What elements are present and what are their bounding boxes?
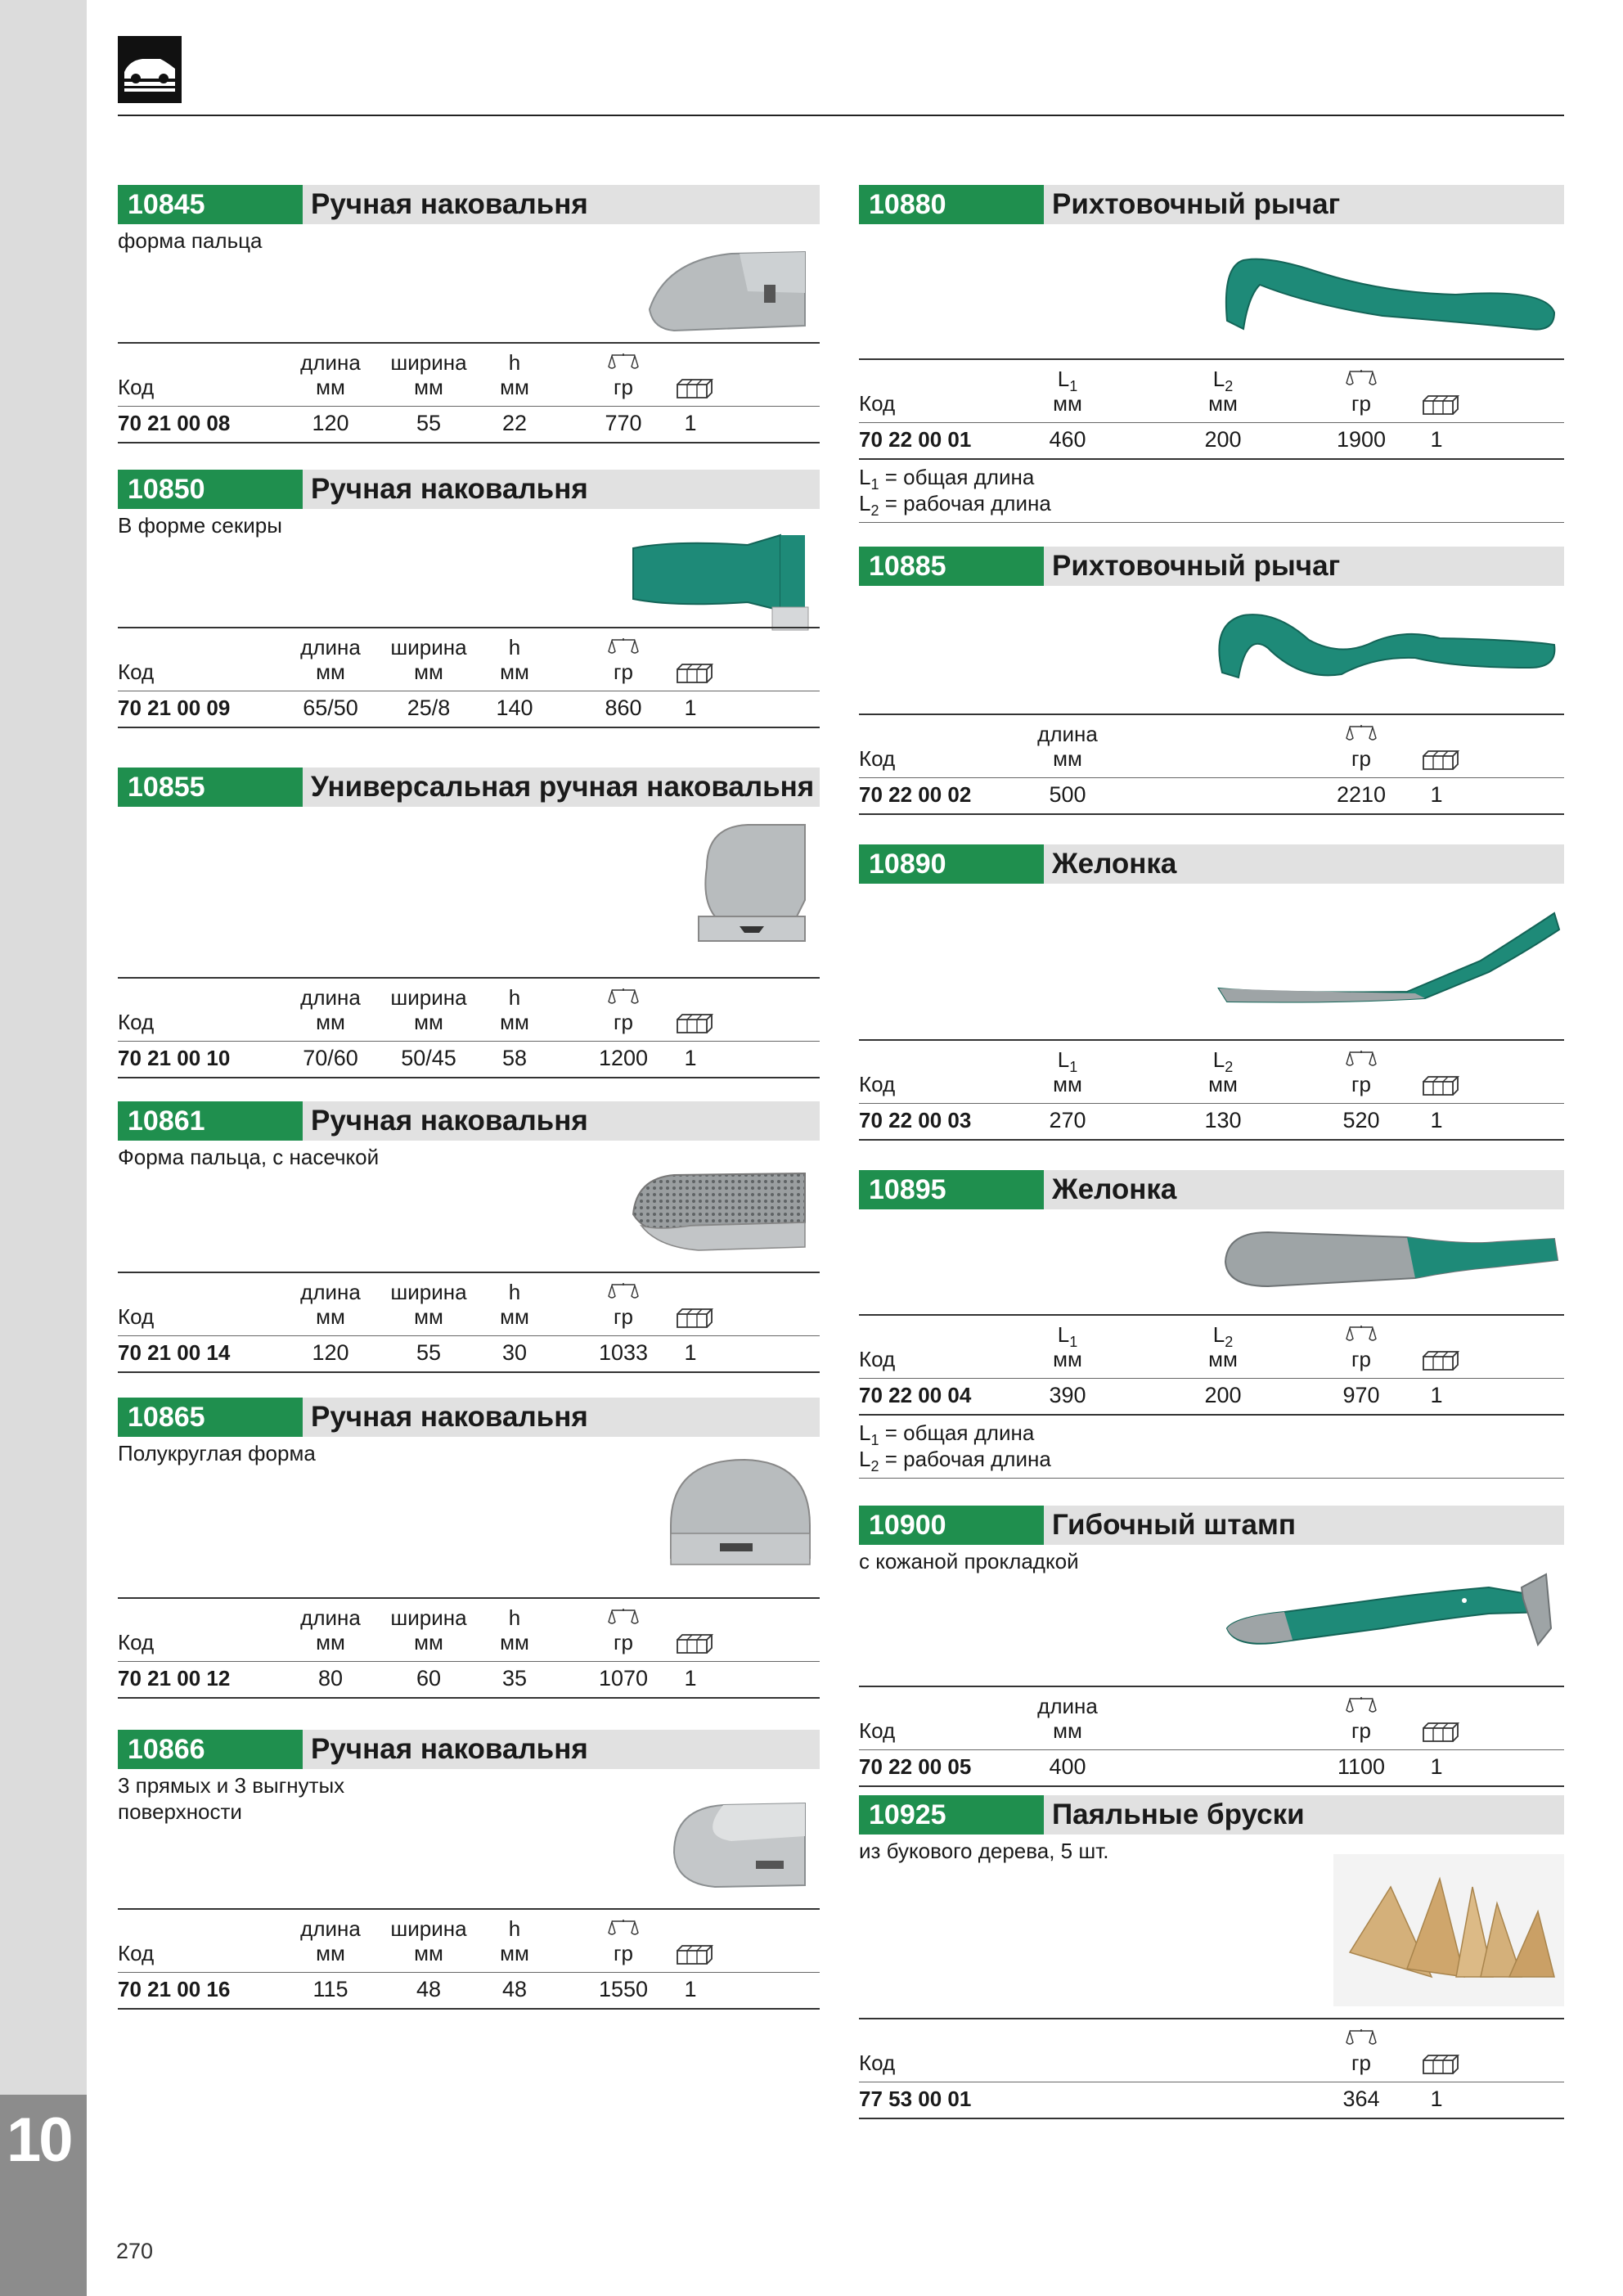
product-title: Ручная наковальня xyxy=(311,1401,588,1433)
product-code: 70 21 00 14 xyxy=(118,1340,231,1365)
value-weight: 970 xyxy=(1342,1383,1380,1407)
value-weight: 1033 xyxy=(598,1340,649,1365)
value-weight: 1070 xyxy=(598,1666,649,1690)
value-length: 400 xyxy=(1049,1754,1086,1779)
product-code: 70 22 00 02 xyxy=(859,782,972,807)
col-header-length: длина xyxy=(1037,1694,1098,1718)
col-header-l1: $L_1$ xyxy=(1057,1322,1078,1351)
col-header-width: ширина xyxy=(390,985,467,1010)
article-number: 10925 xyxy=(859,1795,1044,1835)
product-subtitle: с кожаной прокладкой xyxy=(859,1549,1079,1573)
curved-lever-image xyxy=(1211,599,1562,697)
unit-mm: мм xyxy=(500,1010,529,1034)
flat-spoon-image xyxy=(1219,1221,1562,1303)
unit-mm: мм xyxy=(316,1304,345,1329)
package-icon xyxy=(1420,1350,1459,1371)
unit-gr: гр xyxy=(1351,1347,1371,1371)
col-header-code: Код xyxy=(118,375,155,399)
wooden-blocks-image xyxy=(1333,1854,1564,2006)
col-header-length: длина xyxy=(1037,722,1098,746)
col-header-l1: $L_1$ xyxy=(1057,1047,1078,1076)
col-header-length: длина xyxy=(300,985,361,1010)
value-pack: 1 xyxy=(1430,1383,1443,1407)
unit-mm: мм xyxy=(1053,746,1082,771)
value-weight: 1900 xyxy=(1336,427,1387,452)
scale-icon xyxy=(1345,1695,1378,1715)
product-code: 70 22 00 01 xyxy=(859,427,972,452)
product-code: 77 53 00 01 xyxy=(859,2087,972,2111)
article-number: 10865 xyxy=(118,1398,303,1437)
col-header-code: Код xyxy=(118,1304,155,1329)
scale-icon xyxy=(607,1918,640,1938)
value-length: 70/60 xyxy=(303,1046,358,1070)
value-weight: 520 xyxy=(1342,1108,1380,1132)
package-icon xyxy=(1420,2054,1459,2075)
section-10866 xyxy=(118,1730,820,2008)
section-10861 xyxy=(118,1101,820,1380)
unit-mm: мм xyxy=(414,660,443,684)
bending-stamp-image xyxy=(1219,1571,1562,1669)
unit-gr: гр xyxy=(614,1010,633,1034)
unit-mm: мм xyxy=(1208,1347,1238,1371)
product-code: 70 21 00 16 xyxy=(118,1977,231,2001)
scale-icon xyxy=(1345,1049,1378,1069)
product-title: Гибочный штамп xyxy=(1052,1509,1297,1541)
value-weight: 860 xyxy=(605,696,642,720)
col-header-length: длина xyxy=(300,350,361,375)
value-weight: 770 xyxy=(605,411,642,435)
value-pack: 1 xyxy=(1430,1754,1443,1779)
product-subtitle: В форме секиры xyxy=(118,513,282,538)
page-number: 270 xyxy=(116,2239,154,2263)
col-header-code: Код xyxy=(118,1010,155,1034)
value-length: 500 xyxy=(1049,782,1086,807)
chapter-number: 10 xyxy=(7,2105,71,2175)
header-rule xyxy=(118,115,1564,116)
product-code: 70 22 00 04 xyxy=(859,1383,972,1407)
value-height: 30 xyxy=(501,1340,528,1365)
unit-gr: гр xyxy=(614,1304,633,1329)
product-code: 70 21 00 12 xyxy=(118,1666,231,1690)
subtitle-line-1: 3 прямых и 3 выгнутых xyxy=(118,1773,345,1798)
unit-gr: гр xyxy=(1351,746,1371,771)
unit-mm: мм xyxy=(316,1941,345,1965)
unit-gr: гр xyxy=(1351,1718,1371,1743)
unit-gr: гр xyxy=(614,660,633,684)
value-height: 58 xyxy=(501,1046,528,1070)
unit-mm: мм xyxy=(414,1941,443,1965)
round-anvil-image xyxy=(663,1452,818,1574)
product-title: Ручная наковальня xyxy=(311,1733,588,1765)
value-length: 80 xyxy=(317,1666,344,1690)
section-10925 xyxy=(859,1795,1564,2139)
scale-icon xyxy=(607,352,640,371)
note-l1: $L_1$ = общая длина xyxy=(859,465,1035,493)
col-header-width: ширина xyxy=(390,1605,467,1630)
scale-icon xyxy=(1345,723,1378,743)
axe-anvil-image xyxy=(625,529,813,635)
value-width: 60 xyxy=(416,1666,442,1690)
col-header-height: h xyxy=(508,1280,521,1304)
section-10890 xyxy=(859,844,1564,1139)
value-weight: 1200 xyxy=(598,1046,649,1070)
value-width: 55 xyxy=(416,1340,442,1365)
section-10880 xyxy=(859,185,1564,520)
knurled-anvil-image xyxy=(625,1165,813,1255)
multi-surface-anvil-image xyxy=(666,1795,813,1897)
article-number: 10855 xyxy=(118,768,303,807)
unit-mm: мм xyxy=(500,1941,529,1965)
product-title: Рихтовочный рычаг xyxy=(1052,188,1341,220)
unit-mm: мм xyxy=(414,1010,443,1034)
value-weight: 1100 xyxy=(1337,1754,1386,1779)
unit-mm: мм xyxy=(316,1630,345,1654)
unit-mm: мм xyxy=(1053,1072,1082,1096)
unit-mm: мм xyxy=(1208,391,1238,416)
article-number: 10866 xyxy=(118,1730,303,1769)
article-number: 10845 xyxy=(118,185,303,224)
note-l1: $L_1$ = общая длина xyxy=(859,1420,1035,1449)
col-header-height: h xyxy=(508,985,521,1010)
product-title: Желонка xyxy=(1052,848,1177,880)
product-title: Рихтовочный рычаг xyxy=(1052,550,1341,582)
article-number: 10890 xyxy=(859,844,1044,884)
package-icon xyxy=(674,378,713,399)
col-header-l2: $L_2$ xyxy=(1212,1322,1234,1351)
product-title: Ручная наковальня xyxy=(311,1105,588,1137)
value-pack: 1 xyxy=(1430,1108,1443,1132)
value-l1: 390 xyxy=(1049,1383,1086,1407)
unit-mm: мм xyxy=(316,660,345,684)
subtitle-line-2: поверхности xyxy=(118,1799,242,1824)
car-body-icon xyxy=(118,36,182,103)
col-header-code: Код xyxy=(859,1347,896,1371)
product-subtitle: из букового дерева, 5 шт. xyxy=(859,1839,1109,1863)
col-header-l2: $L_2$ xyxy=(1212,367,1234,395)
product-code: 70 21 00 08 xyxy=(118,411,231,435)
value-pack: 1 xyxy=(684,1046,697,1070)
value-length: 65/50 xyxy=(303,696,358,720)
col-header-code: Код xyxy=(859,391,896,416)
scale-icon xyxy=(607,987,640,1006)
unit-mm: мм xyxy=(1208,1072,1238,1096)
value-l1: 460 xyxy=(1049,427,1086,452)
col-header-code: Код xyxy=(118,1630,155,1654)
product-code: 70 22 00 05 xyxy=(859,1754,972,1779)
package-icon xyxy=(674,1308,713,1329)
value-l2: 200 xyxy=(1204,427,1242,452)
value-pack: 1 xyxy=(1430,2087,1443,2111)
unit-mm: мм xyxy=(316,1010,345,1034)
value-height: 22 xyxy=(501,411,528,435)
col-header-code: Код xyxy=(859,1718,896,1743)
section-10845 xyxy=(118,185,820,447)
scale-icon xyxy=(1345,2028,1378,2047)
product-title: Универсальная ручная наковальня xyxy=(311,771,815,803)
unit-mm: мм xyxy=(1053,1718,1082,1743)
col-header-height: h xyxy=(508,1916,521,1941)
value-length: 115 xyxy=(312,1977,348,2001)
col-header-code: Код xyxy=(859,2051,896,2075)
value-pack: 1 xyxy=(684,411,697,435)
article-number: 10850 xyxy=(118,470,303,509)
scale-icon xyxy=(1345,368,1378,388)
col-header-length: длина xyxy=(300,635,361,660)
package-icon xyxy=(1420,394,1459,416)
value-l1: 270 xyxy=(1049,1108,1086,1132)
sidebar xyxy=(0,0,87,2296)
col-header-height: h xyxy=(508,1605,521,1630)
article-number: 10885 xyxy=(859,547,1044,586)
article-number: 10900 xyxy=(859,1506,1044,1545)
unit-mm: мм xyxy=(1053,391,1082,416)
product-code: 70 21 00 09 xyxy=(118,696,231,720)
product-title: Желонка xyxy=(1052,1173,1177,1205)
article-number: 10861 xyxy=(118,1101,303,1141)
unit-mm: мм xyxy=(500,1630,529,1654)
section-10895 xyxy=(859,1170,1564,1497)
package-icon xyxy=(674,1013,713,1034)
product-subtitle: Форма пальца, с насечкой xyxy=(118,1145,380,1169)
note-l2: $L_2$ = рабочая длина xyxy=(859,1447,1051,1475)
value-pack: 1 xyxy=(684,1666,697,1690)
product-subtitle: Полукруглая форма xyxy=(118,1441,316,1465)
unit-gr: гр xyxy=(1351,1072,1371,1096)
col-header-code: Код xyxy=(859,1072,896,1096)
col-header-length: длина xyxy=(300,1605,361,1630)
spoon-image xyxy=(1211,897,1562,1020)
col-header-width: ширина xyxy=(390,1916,467,1941)
value-l2: 130 xyxy=(1204,1108,1242,1132)
product-title: Ручная наковальня xyxy=(311,188,588,220)
value-weight: 2210 xyxy=(1336,782,1387,807)
section-10885 xyxy=(859,547,1564,817)
unit-mm: мм xyxy=(414,1630,443,1654)
unit-gr: гр xyxy=(1351,391,1371,416)
value-pack: 1 xyxy=(1430,782,1443,807)
value-l2: 200 xyxy=(1204,1383,1242,1407)
value-length: 120 xyxy=(312,411,349,435)
product-title: Паяльные бруски xyxy=(1052,1799,1305,1830)
value-length: 120 xyxy=(312,1340,349,1365)
article-number: 10895 xyxy=(859,1170,1044,1209)
unit-mm: мм xyxy=(414,1304,443,1329)
scale-icon xyxy=(607,1607,640,1627)
article-number: 10880 xyxy=(859,185,1044,224)
section-10865 xyxy=(118,1398,820,1708)
package-icon xyxy=(674,1944,713,1965)
product-title: Ручная наковальня xyxy=(311,473,588,505)
product-code: 70 21 00 10 xyxy=(118,1046,231,1070)
unit-gr: гр xyxy=(614,1941,633,1965)
value-width: 25/8 xyxy=(407,696,451,720)
col-header-height: h xyxy=(508,350,521,375)
unit-mm: мм xyxy=(500,660,529,684)
col-header-width: ширина xyxy=(390,350,467,375)
package-icon xyxy=(674,663,713,684)
col-header-width: ширина xyxy=(390,635,467,660)
dolly-lever-image xyxy=(1219,247,1562,345)
col-header-length: длина xyxy=(300,1280,361,1304)
unit-gr: гр xyxy=(614,1630,633,1654)
col-header-l2: $L_2$ xyxy=(1212,1047,1234,1076)
scale-icon xyxy=(1345,1324,1378,1344)
col-header-height: h xyxy=(508,635,521,660)
value-weight: 364 xyxy=(1342,2087,1380,2111)
col-header-code: Код xyxy=(118,1941,155,1965)
package-icon xyxy=(1420,750,1459,771)
product-code: 70 22 00 03 xyxy=(859,1108,972,1132)
unit-gr: гр xyxy=(1351,2051,1371,2075)
value-height: 140 xyxy=(496,696,533,720)
col-header-l1: $L_1$ xyxy=(1057,367,1078,395)
value-width: 55 xyxy=(416,411,442,435)
value-width: 48 xyxy=(416,1977,442,2001)
product-subtitle: форма пальца xyxy=(118,228,263,253)
finger-anvil-image xyxy=(641,244,813,342)
value-height: 35 xyxy=(501,1666,528,1690)
col-header-code: Код xyxy=(118,660,155,684)
unit-mm: мм xyxy=(414,375,443,399)
product-subtitle xyxy=(118,1772,344,1825)
value-width: 50/45 xyxy=(401,1046,456,1070)
value-pack: 1 xyxy=(684,696,697,720)
package-icon xyxy=(1420,1722,1459,1743)
unit-gr: гр xyxy=(614,375,633,399)
col-header-width: ширина xyxy=(390,1280,467,1304)
unit-mm: мм xyxy=(1053,1347,1082,1371)
scale-icon xyxy=(607,637,640,656)
unit-mm: мм xyxy=(500,1304,529,1329)
scale-icon xyxy=(607,1281,640,1301)
section-10900 xyxy=(859,1506,1564,1779)
package-icon xyxy=(674,1633,713,1654)
value-pack: 1 xyxy=(684,1340,697,1365)
package-icon xyxy=(1420,1075,1459,1096)
unit-mm: мм xyxy=(500,375,529,399)
unit-mm: мм xyxy=(316,375,345,399)
section-10850 xyxy=(118,470,820,740)
col-header-length: длина xyxy=(300,1916,361,1941)
value-weight: 1550 xyxy=(598,1977,649,2001)
value-pack: 1 xyxy=(1430,427,1443,452)
value-height: 48 xyxy=(501,1977,528,2001)
section-10855 xyxy=(118,768,820,1095)
universal-anvil-image xyxy=(690,818,813,957)
note-l2: $L_2$ = рабочая длина xyxy=(859,491,1051,520)
value-pack: 1 xyxy=(684,1977,697,2001)
col-header-code: Код xyxy=(859,746,896,771)
